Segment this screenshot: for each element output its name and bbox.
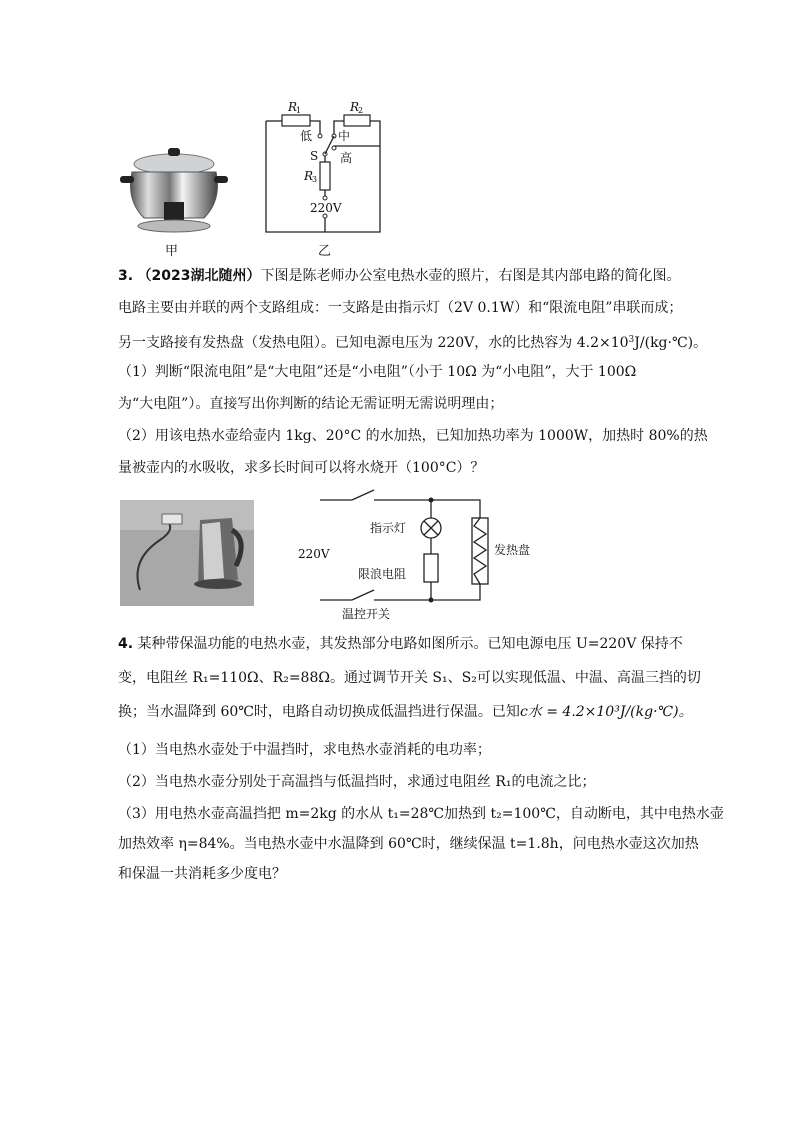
figure-pot-photo: [118, 140, 230, 240]
q3-line-5: 为“大电阻”）。直接写出你判断的结论无需证明无需说明理由；: [118, 396, 504, 412]
q4-line-4: （1）当电热水壶处于中温挡时，求电热水壶消耗的电功率；: [118, 742, 491, 758]
q4-line-7: 加热效率 η=84%。当电热水壶中水温降到 60℃时，继续保温 t=1.8h，问电热水壶这次加热: [118, 836, 699, 852]
circuit-caption: 乙: [318, 244, 332, 259]
r3-sub: 3: [312, 175, 318, 184]
q3-line-6: （2）用该电热水壶给壶内 1kg、20°C 的水加热，已知加热功率为 1000W，加热时 80%的热: [118, 428, 708, 444]
high-label: 高: [340, 151, 353, 165]
q4-line-8: 和保温一共消耗多少度电？: [118, 866, 286, 882]
q3-text-3b: J/(kg·℃)。: [634, 335, 708, 351]
q3-line-3: [118, 330, 708, 353]
q4-line-6: （3）用电热水壶高温挡把 m=2kg 的水从 t₁=28℃加热到 t₂=100℃，自动断电，其中电热水壶: [118, 806, 724, 822]
switch-label: S: [310, 149, 319, 163]
pot-caption: 甲: [165, 244, 179, 259]
q4-line-5: （2）当电热水壶分别处于高温挡与低温挡时，求通过电阻丝 R₁的电流之比；: [118, 774, 596, 790]
voltage-label-2: 220V: [298, 547, 330, 561]
voltage-label: 220V: [310, 201, 342, 215]
r1-sub: 1: [296, 106, 302, 115]
q4-line-3: [118, 702, 693, 722]
figure-circuit-1: [262, 96, 392, 241]
r2-label: R: [350, 100, 360, 114]
q3-line-2: 电路主要由并联的两个支路组成：一支路是由指示灯（2V 0.1W）和“限流电阻”串联而成；: [118, 300, 683, 316]
q4-line-1: [118, 634, 683, 654]
r1-label: R: [288, 100, 298, 114]
heater-label: 发热盘: [494, 543, 531, 557]
q3-text-3a: 另一支路接有发热盘（发热电阻）。已知电源电压为 220V，水的比热容为 4.2×10: [118, 335, 629, 351]
q3-line-1: [118, 266, 681, 286]
figure-circuit-2: [290, 482, 540, 622]
q4-text-3a: 换；当水温降到 60℃时，电路自动切换成低温挡进行保温。已知: [118, 704, 520, 720]
q4-text-1: 某种带保温功能的电热水壶，其发热部分电路如图所示。已知电源电压 U=220V 保持不: [137, 636, 683, 652]
resistor-label: 限浪电阻: [358, 567, 407, 581]
r2-sub: 2: [358, 106, 364, 115]
low-label: 低: [300, 129, 313, 143]
figure-kettle-photo: [120, 500, 254, 606]
q3-text-1: 下图是陈老师办公室电热水壶的照片，右图是其内部电路的简化图。: [260, 268, 681, 284]
q3-text-3-sup: 3: [628, 335, 635, 345]
q4-number: 4.: [118, 636, 134, 652]
q3-number: 3.: [118, 268, 134, 284]
q3-line-7: 量被壶内的水吸收，求多长时间可以将水烧开（100°C）？: [118, 460, 485, 476]
q3-line-4: （1）判断“限流电阻”是“大电阻”还是“小电阻”（小于 10Ω 为“小电阻”，大于 100Ω: [118, 364, 637, 380]
r3-label: R: [304, 169, 314, 183]
thermo-switch-label: 温控开关: [342, 607, 391, 621]
indicator-label: 指示灯: [370, 521, 407, 535]
mid-label: 中: [338, 129, 351, 143]
q4-text-3b: c水 = 4.2×10³J/(kg·℃)。: [519, 704, 693, 720]
q3-source: （2023湖北随州）: [137, 268, 261, 284]
q4-line-2: 变，电阻丝 R₁=110Ω、R₂=88Ω。通过调节开关 S₁、S₂可以实现低温、中温、高温三挡的切: [118, 670, 701, 686]
